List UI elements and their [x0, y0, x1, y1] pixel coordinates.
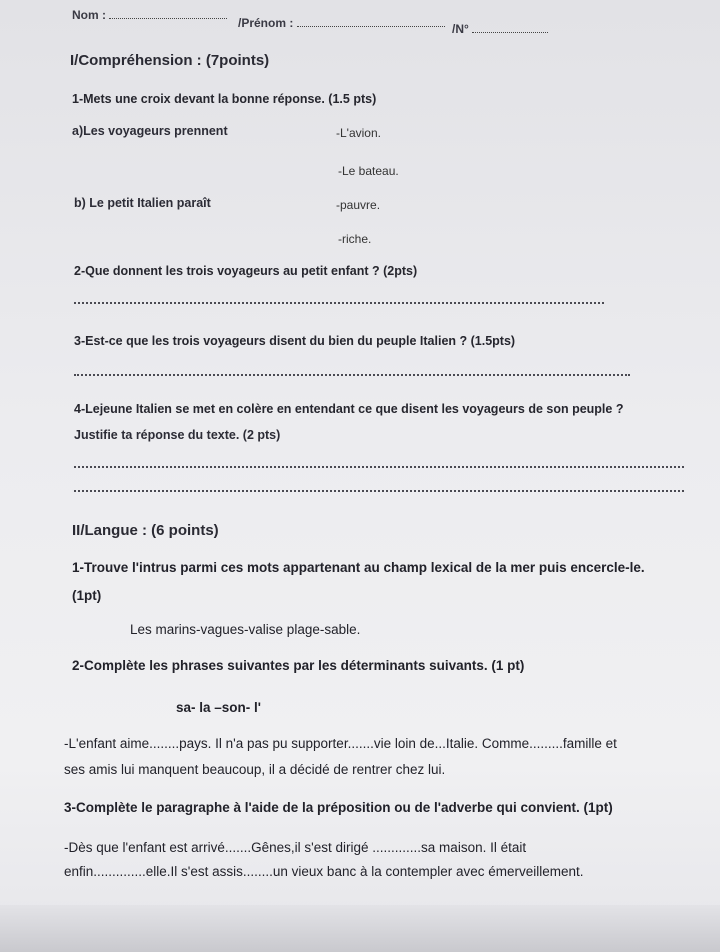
- numero-blank[interactable]: [472, 22, 548, 33]
- section-langue-title: II/Langue : (6 points): [72, 522, 219, 539]
- prenom-label: /Prénom :: [238, 16, 294, 30]
- langue-q1-line-1: 1-Trouve l'intrus parmi ces mots appartenant au champ lexical de la mer puis encercle-le.: [72, 560, 645, 575]
- langue-q3-exercise-line-1[interactable]: -Dès que l'enfant est arrivé.......Gênes,il s'est dirigé .............sa maison. Il était: [64, 840, 527, 855]
- question-4-line-2: Justifie ta réponse du texte. (2 pts): [74, 428, 281, 442]
- answer-line-q3[interactable]: [74, 374, 630, 376]
- section-comprehension-title: I/Compréhension : (7points): [70, 52, 270, 69]
- langue-q3-text: 3-Complète le paragraphe à l'aide de la préposition ou de l'adverbe qui convient. (1pt): [64, 800, 613, 815]
- langue-q2-text: 2-Complète les phrases suivantes par les déterminants suivants. (1 pt): [72, 658, 525, 673]
- q1-b-option-2[interactable]: -riche.: [338, 232, 372, 246]
- question-1-text: 1-Mets une croix devant la bonne réponse. (1.5 pts): [72, 92, 377, 106]
- nom-blank[interactable]: [109, 8, 227, 19]
- q1-a-option-2[interactable]: -Le bateau.: [338, 164, 399, 178]
- langue-q2-exercise-line-1[interactable]: -L'enfant aime........pays. Il n'a pas pu supporter.......vie loin de...Italie. Comme.........famille et: [64, 736, 617, 751]
- q1-a-label: a)Les voyageurs prennent: [72, 124, 228, 138]
- numero-label: /N°: [452, 22, 469, 36]
- nom-label: Nom :: [72, 8, 106, 22]
- langue-q1-line-2: (1pt): [72, 588, 102, 603]
- q1-b-label: b) Le petit Italien paraît: [74, 196, 211, 210]
- prenom-blank[interactable]: [297, 16, 445, 27]
- question-2-text: 2-Que donnent les trois voyageurs au petit enfant ? (2pts): [74, 264, 418, 278]
- q1-a-option-1[interactable]: -L'avion.: [336, 126, 381, 140]
- page-bottom-shadow: [0, 905, 720, 952]
- langue-q2-exercise-line-2: ses amis lui manquent beaucoup, il a décidé de rentrer chez lui.: [64, 762, 446, 777]
- answer-line-q4-b[interactable]: [74, 490, 684, 492]
- nom-field: [72, 8, 227, 22]
- langue-q1-words[interactable]: Les marins-vagues-valise plage-sable.: [130, 622, 361, 637]
- langue-q3-exercise-line-2[interactable]: enfin..............elle.Il s'est assis........un vieux banc à la contempler avec émerveillement.: [64, 864, 584, 879]
- answer-line-q4-a[interactable]: [74, 466, 684, 468]
- numero-field: [452, 22, 548, 36]
- q1-b-option-1[interactable]: -pauvre.: [336, 198, 381, 212]
- answer-line-q2[interactable]: [74, 302, 604, 304]
- langue-q2-words: sa- la –son- l': [176, 700, 261, 715]
- question-4-line-1: 4-Lejeune Italien se met en colère en entendant ce que disent les voyageurs de son peuple ?: [74, 402, 624, 416]
- question-3-text: 3-Est-ce que les trois voyageurs disent du bien du peuple Italien ? (1.5pts): [74, 334, 516, 348]
- prenom-field: [238, 16, 445, 30]
